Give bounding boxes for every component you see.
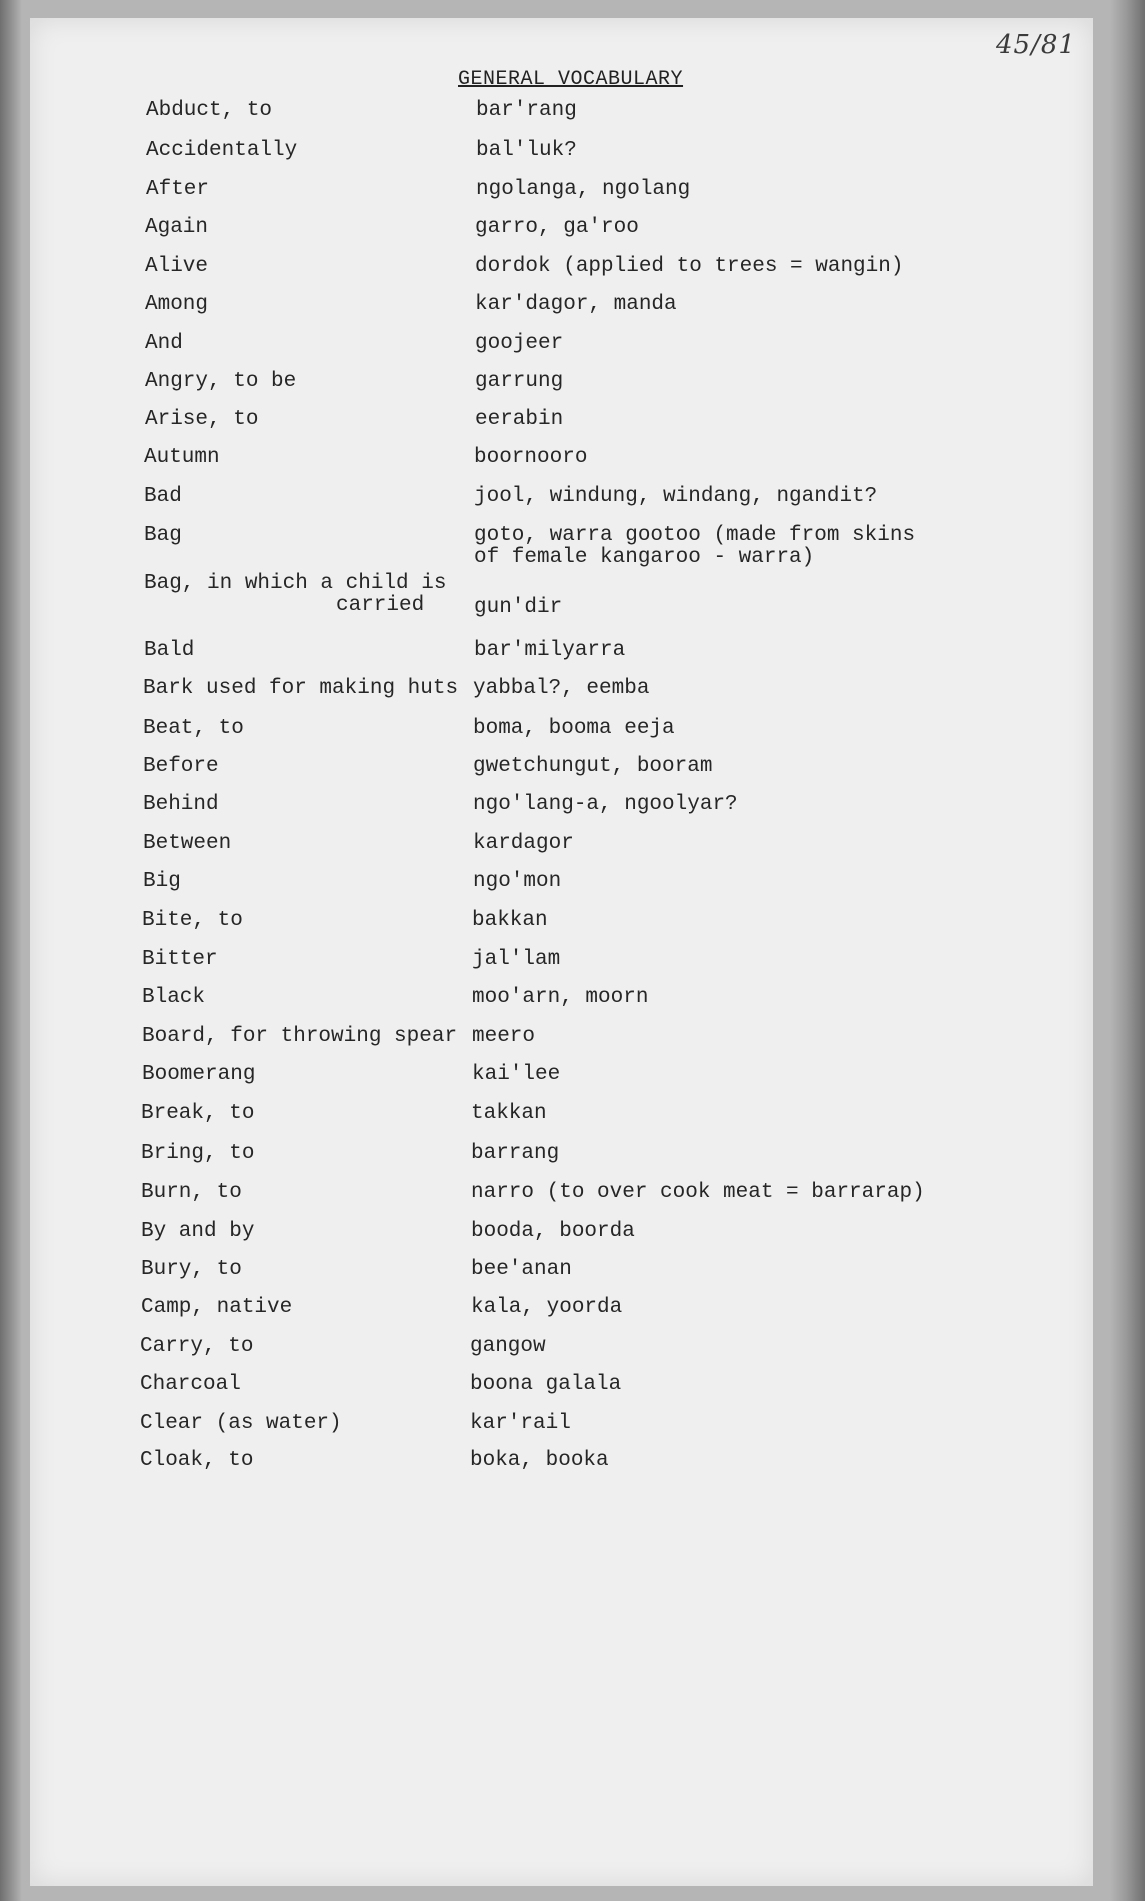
native-gloss-text: bee'anan — [471, 1258, 572, 1281]
native-gloss-text: bal'luk? — [476, 139, 577, 162]
native-gloss-text: garrung — [475, 370, 564, 393]
english-term — [144, 525, 182, 547]
english-term-text: Again — [145, 216, 209, 239]
native-gloss-text: booda, boorda — [471, 1220, 635, 1243]
english-term-text: Bring, to — [141, 1142, 255, 1165]
native-gloss — [475, 409, 563, 431]
native-gloss — [471, 1259, 572, 1281]
native-gloss — [473, 678, 649, 700]
english-term-text: By and by — [141, 1220, 255, 1243]
native-gloss — [472, 910, 548, 932]
native-gloss — [471, 1297, 622, 1319]
english-term — [141, 1221, 254, 1243]
native-gloss-text: boma, booma eeja — [473, 717, 675, 740]
english-term — [141, 1103, 254, 1125]
english-term — [144, 486, 182, 508]
english-term-text: Bitter — [142, 948, 218, 971]
english-term-continuation: carried — [336, 594, 425, 617]
english-term — [143, 871, 181, 893]
english-term-text: Burn, to — [141, 1181, 242, 1204]
native-gloss — [474, 640, 625, 662]
native-gloss-text: ngo'mon — [473, 870, 562, 893]
english-term-text: And — [145, 332, 183, 355]
english-term-text: Big — [143, 870, 181, 893]
native-gloss-text: narro (to over cook meat = barrarap) — [471, 1181, 925, 1204]
native-gloss — [474, 525, 915, 569]
native-gloss-text: meero — [472, 1025, 536, 1048]
native-gloss-text: boka, booka — [470, 1449, 609, 1472]
english-term — [144, 640, 194, 662]
native-gloss-text: jool, windung, windang, ngandit? — [474, 485, 878, 508]
native-gloss-text: ngo'lang-a, ngoolyar? — [473, 793, 738, 816]
native-gloss — [472, 1026, 535, 1048]
native-gloss-text: yabbal?, eemba — [473, 677, 650, 700]
english-term-text: Bad — [144, 485, 182, 508]
native-gloss-text: jal'lam — [472, 948, 561, 971]
english-term — [140, 1374, 241, 1396]
english-term-text: Arise, to — [145, 408, 259, 431]
native-gloss-text: bakkan — [472, 909, 548, 932]
native-gloss-text: goojeer — [475, 332, 564, 355]
native-gloss-text: kai'lee — [472, 1063, 561, 1086]
native-gloss — [475, 333, 563, 355]
native-gloss-text: ngolanga, ngolang — [476, 178, 691, 201]
native-gloss — [476, 179, 690, 201]
native-gloss-text: boona galala — [470, 1373, 622, 1396]
english-term — [142, 987, 205, 1009]
english-term — [140, 1336, 253, 1358]
native-gloss-text: kala, yoorda — [471, 1296, 623, 1319]
native-gloss-text: kar'rail — [470, 1412, 571, 1435]
native-gloss — [470, 1374, 621, 1396]
english-term — [140, 1413, 342, 1435]
english-term — [145, 333, 183, 355]
english-term — [141, 1182, 242, 1204]
native-gloss-text: goto, warra gootoo (made from skins — [474, 524, 916, 547]
native-gloss-text: kardagor — [473, 832, 574, 855]
native-gloss — [474, 486, 877, 508]
english-term-text: Angry, to be — [145, 370, 297, 393]
document-sheet — [30, 18, 1093, 1886]
native-gloss-text: eerabin — [475, 408, 564, 431]
native-gloss — [476, 140, 577, 162]
english-term — [145, 217, 208, 239]
native-gloss — [470, 1450, 609, 1472]
english-term — [143, 794, 219, 816]
english-term-text: Among — [145, 293, 209, 316]
english-term — [141, 1297, 292, 1319]
native-gloss — [475, 256, 903, 278]
native-gloss-text: takkan — [471, 1102, 547, 1125]
native-gloss-text: barrang — [471, 1142, 560, 1165]
english-term-text: Abduct, to — [146, 99, 273, 122]
native-gloss — [470, 1336, 546, 1358]
english-term-text: Bite, to — [142, 909, 243, 932]
english-term-text: Boomerang — [142, 1063, 256, 1086]
native-gloss — [471, 1221, 635, 1243]
english-term — [141, 1143, 254, 1165]
native-gloss — [475, 217, 639, 239]
english-term-text: Cloak, to — [140, 1449, 254, 1472]
native-gloss — [473, 794, 738, 816]
english-term-text: Camp, native — [141, 1296, 293, 1319]
native-gloss — [471, 1103, 547, 1125]
english-term — [145, 409, 258, 431]
native-gloss — [474, 447, 587, 469]
native-gloss-text: gwetchungut, booram — [473, 755, 713, 778]
english-term — [145, 256, 208, 278]
english-term — [142, 910, 243, 932]
english-term — [144, 447, 220, 469]
english-term — [146, 179, 209, 201]
english-term-text: Behind — [143, 793, 219, 816]
native-gloss-text: kar'dagor, manda — [475, 293, 677, 316]
english-term — [143, 833, 231, 855]
native-gloss-text: gangow — [470, 1335, 546, 1358]
english-term-text: Before — [143, 755, 219, 778]
english-term-text: Board, for throwing spear — [142, 1025, 458, 1048]
english-term-text: Clear (as water) — [140, 1412, 342, 1435]
english-term-text: Bury, to — [141, 1258, 242, 1281]
native-gloss — [473, 718, 675, 740]
native-gloss-text: boornooro — [474, 446, 588, 469]
english-term — [142, 1026, 457, 1048]
english-term — [140, 1450, 253, 1472]
native-gloss — [472, 1064, 560, 1086]
english-term-text: Accidentally — [146, 139, 298, 162]
english-term — [145, 371, 296, 393]
english-term — [145, 294, 208, 316]
native-gloss — [473, 871, 561, 893]
native-gloss — [473, 833, 574, 855]
native-gloss — [472, 987, 648, 1009]
english-term — [144, 573, 446, 617]
native-gloss-text: dordok (applied to trees = wangin) — [475, 255, 904, 278]
native-gloss — [475, 294, 677, 316]
english-term — [141, 1259, 242, 1281]
native-gloss — [473, 756, 712, 778]
english-term-text: After — [146, 178, 210, 201]
native-gloss-text: bar'milyarra — [474, 639, 626, 662]
native-gloss — [471, 1143, 559, 1165]
native-gloss — [470, 1413, 571, 1435]
english-term — [143, 756, 219, 778]
english-term-text: Carry, to — [140, 1335, 254, 1358]
native-gloss — [471, 1182, 925, 1204]
native-gloss-text: gun'dir — [474, 596, 563, 619]
english-term-text: Autumn — [144, 446, 220, 469]
english-term — [146, 140, 297, 162]
english-term-text: Bag — [144, 524, 182, 547]
english-term-text: Bag, in which a child is — [144, 572, 447, 595]
native-gloss — [475, 371, 563, 393]
native-gloss — [476, 100, 577, 122]
english-term-text: Beat, to — [143, 717, 244, 740]
native-gloss-continuation: of female kangaroo - warra) — [474, 546, 815, 569]
native-gloss-text: bar'rang — [476, 99, 577, 122]
english-term-text: Break, to — [141, 1102, 255, 1125]
english-term — [146, 100, 272, 122]
english-term — [142, 949, 218, 971]
english-term-text: Bald — [144, 639, 195, 662]
english-term-text: Between — [143, 832, 232, 855]
english-term — [143, 718, 244, 740]
native-gloss-text: garro, ga'roo — [475, 216, 639, 239]
english-term-text: Black — [142, 986, 206, 1009]
native-gloss — [472, 949, 560, 971]
page-title: GENERAL VOCABULARY — [458, 68, 684, 91]
english-term-text: Bark used for making huts — [143, 677, 459, 700]
english-term — [142, 1064, 255, 1086]
english-term-text: Charcoal — [140, 1373, 241, 1396]
english-term — [143, 678, 458, 700]
english-term-text: Alive — [145, 255, 209, 278]
native-gloss-text: moo'arn, moorn — [472, 986, 649, 1009]
page-number: 45/81 — [996, 30, 1076, 60]
native-gloss — [474, 597, 562, 619]
